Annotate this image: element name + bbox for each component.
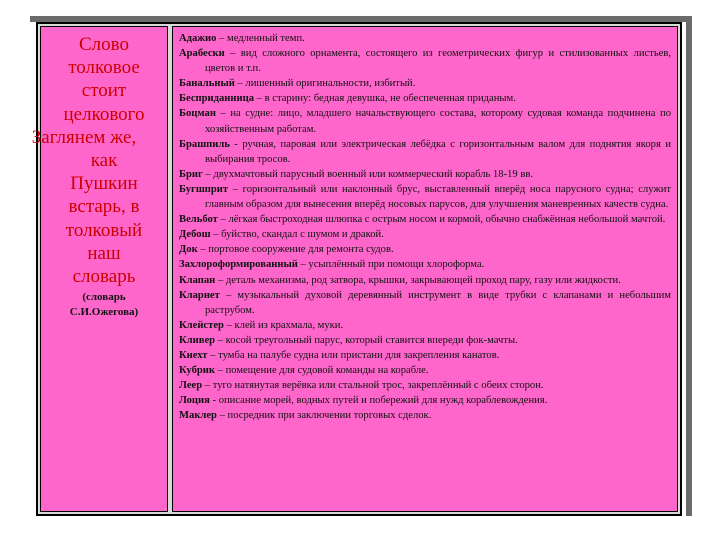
- epigraph-line: толковый: [65, 219, 143, 241]
- entry-term: Арабески: [179, 48, 225, 60]
- glossary-entry: [179, 46, 671, 76]
- epigraph-title: [31, 33, 167, 288]
- entry-definition: – в старину: бедная девушка, не обеспеченная приданым.: [254, 93, 516, 105]
- entry-definition: – медленный темп.: [216, 33, 305, 44]
- glossary-entry: [179, 408, 671, 423]
- epigraph-line: целкового: [63, 103, 145, 125]
- entry-term: Бесприданница: [179, 93, 255, 105]
- glossary-entry: [179, 333, 671, 348]
- entry-term: Кубрик: [179, 365, 215, 377]
- entry-term: Док: [179, 244, 198, 256]
- entry-term: Кларнет: [179, 289, 220, 301]
- entry-term: Вельбот: [179, 214, 218, 226]
- glossary-entry: [179, 363, 671, 378]
- epigraph-line: встарь, в: [68, 196, 140, 218]
- entry-term: Маклер: [179, 410, 217, 422]
- entry-definition: – деталь механизма, род затвора, крышки, закрывающей проход пару, газу или жидкости.: [215, 274, 621, 286]
- entry-term: Клапан: [179, 274, 216, 286]
- glossary-entry: [179, 227, 671, 242]
- epigraph-line: Заглянем же,: [31, 126, 137, 148]
- glossary-entry: [179, 137, 671, 167]
- glossary-entry: [179, 348, 671, 363]
- entry-term: Клейстер: [179, 319, 224, 331]
- epigraph-line: наш: [87, 242, 121, 264]
- glossary-entry: [179, 106, 671, 136]
- glossary-entry: [179, 167, 671, 182]
- epigraph-line: толковое: [68, 57, 140, 79]
- entry-definition: – помещение для судовой команды на корабле.: [214, 365, 429, 377]
- entry-definition: – тумба на палубе судна или пристани для закрепления канатов.: [207, 349, 500, 361]
- entry-definition: - ручная, паровая или электрическая лебёдка с горизонтальным валом для поднятия якоря и выбирания тросов.: [205, 138, 671, 165]
- entry-term: Боцман: [179, 108, 216, 120]
- epigraph-cell: [31, 26, 168, 512]
- glossary-entry: [179, 257, 671, 272]
- entry-term: Захлороформированный: [179, 259, 298, 271]
- entry-definition: – посредник при заключении торговых сделок.: [216, 410, 432, 422]
- entry-term: Брашпиль: [179, 138, 230, 150]
- source-note: [41, 290, 167, 320]
- entry-definition: - описание морей, водных путей и побережий для нужд кораблевождения.: [209, 395, 548, 407]
- entry-term: Адажио: [179, 33, 217, 44]
- glossary-entry: [179, 393, 671, 408]
- entry-term: Кливер: [179, 334, 216, 346]
- epigraph-line: как: [90, 150, 118, 172]
- entry-term: Кнехт: [179, 349, 208, 361]
- entry-definition: – вид сложного орнамента, состоящего из геометрических фигур и стилизованных листьев, цветов и т.п.: [205, 48, 671, 75]
- entry-term: Банальный: [179, 78, 235, 90]
- entry-definition: – лишенный оригинальности, избитый.: [234, 78, 416, 90]
- entry-definition: – буйство, скандал с шумом и дракой.: [210, 229, 384, 241]
- entry-definition: – горизонтальный или наклонный брус, выставленный вперёд носа парусного судна; служит главным образом для вынесения вперёд носовых парусов, для улучшения маневренных качеств судна.: [205, 183, 671, 211]
- epigraph-line: словарь: [72, 266, 136, 288]
- entry-term: Леер: [179, 380, 203, 392]
- entry-definition: – музыкальный духовой деревянный инструмент в виде трубки с клапанами и небольшим раструбом.: [205, 289, 671, 316]
- glossary-entry: [179, 273, 671, 288]
- epigraph-line: стоит: [81, 80, 127, 102]
- entry-definition: – косой треугольный парус, который ставится впереди фок-мачты.: [215, 334, 518, 346]
- glossary-entry: [179, 378, 671, 393]
- dictionary-table: [31, 22, 682, 516]
- entry-term: Лоция: [179, 395, 210, 407]
- epigraph-line: Слово: [79, 34, 129, 55]
- source-line: (словарь: [82, 291, 126, 304]
- glossary-entry: [179, 76, 671, 91]
- entry-definition: – клей из крахмала, муки.: [223, 319, 344, 331]
- glossary-entry: [179, 91, 671, 106]
- entry-term: Дебош: [179, 229, 211, 241]
- glossary-entry: [179, 212, 671, 227]
- glossary-cell: [172, 26, 678, 512]
- glossary-entry: [179, 318, 671, 333]
- glossary-entry: [179, 242, 671, 257]
- entry-definition: – двухмачтовый парусный военный или коммерческий корабль 18-19 вв.: [202, 168, 534, 180]
- glossary-entry: [179, 31, 671, 46]
- entry-definition: – усыплённый при помощи хлороформа.: [297, 259, 485, 271]
- source-line: С.И.Ожегова): [69, 306, 139, 319]
- glossary-entry: [179, 288, 671, 318]
- entry-definition: – лёгкая быстроходная шлюпка с острым носом и кормой, обычно снабжённая небольшой мачтой.: [217, 214, 666, 226]
- frame-shadow-right: [686, 16, 692, 516]
- epigraph-line: Пушкин: [70, 173, 138, 195]
- entry-term: Бриг: [179, 168, 203, 180]
- entry-term: Бугшприт: [179, 183, 229, 195]
- entry-definition: – туго натянутая верёвка или стальной трос, закреплённый с обеих сторон.: [202, 380, 544, 392]
- glossary-entry: [179, 182, 671, 212]
- entry-definition: – на судне: лицо, младшего начальствующего состава, которому судовая команда подчинена по хозяйственным работам.: [205, 108, 671, 135]
- entry-definition: – портовое сооружение для ремонта судов.: [197, 244, 394, 256]
